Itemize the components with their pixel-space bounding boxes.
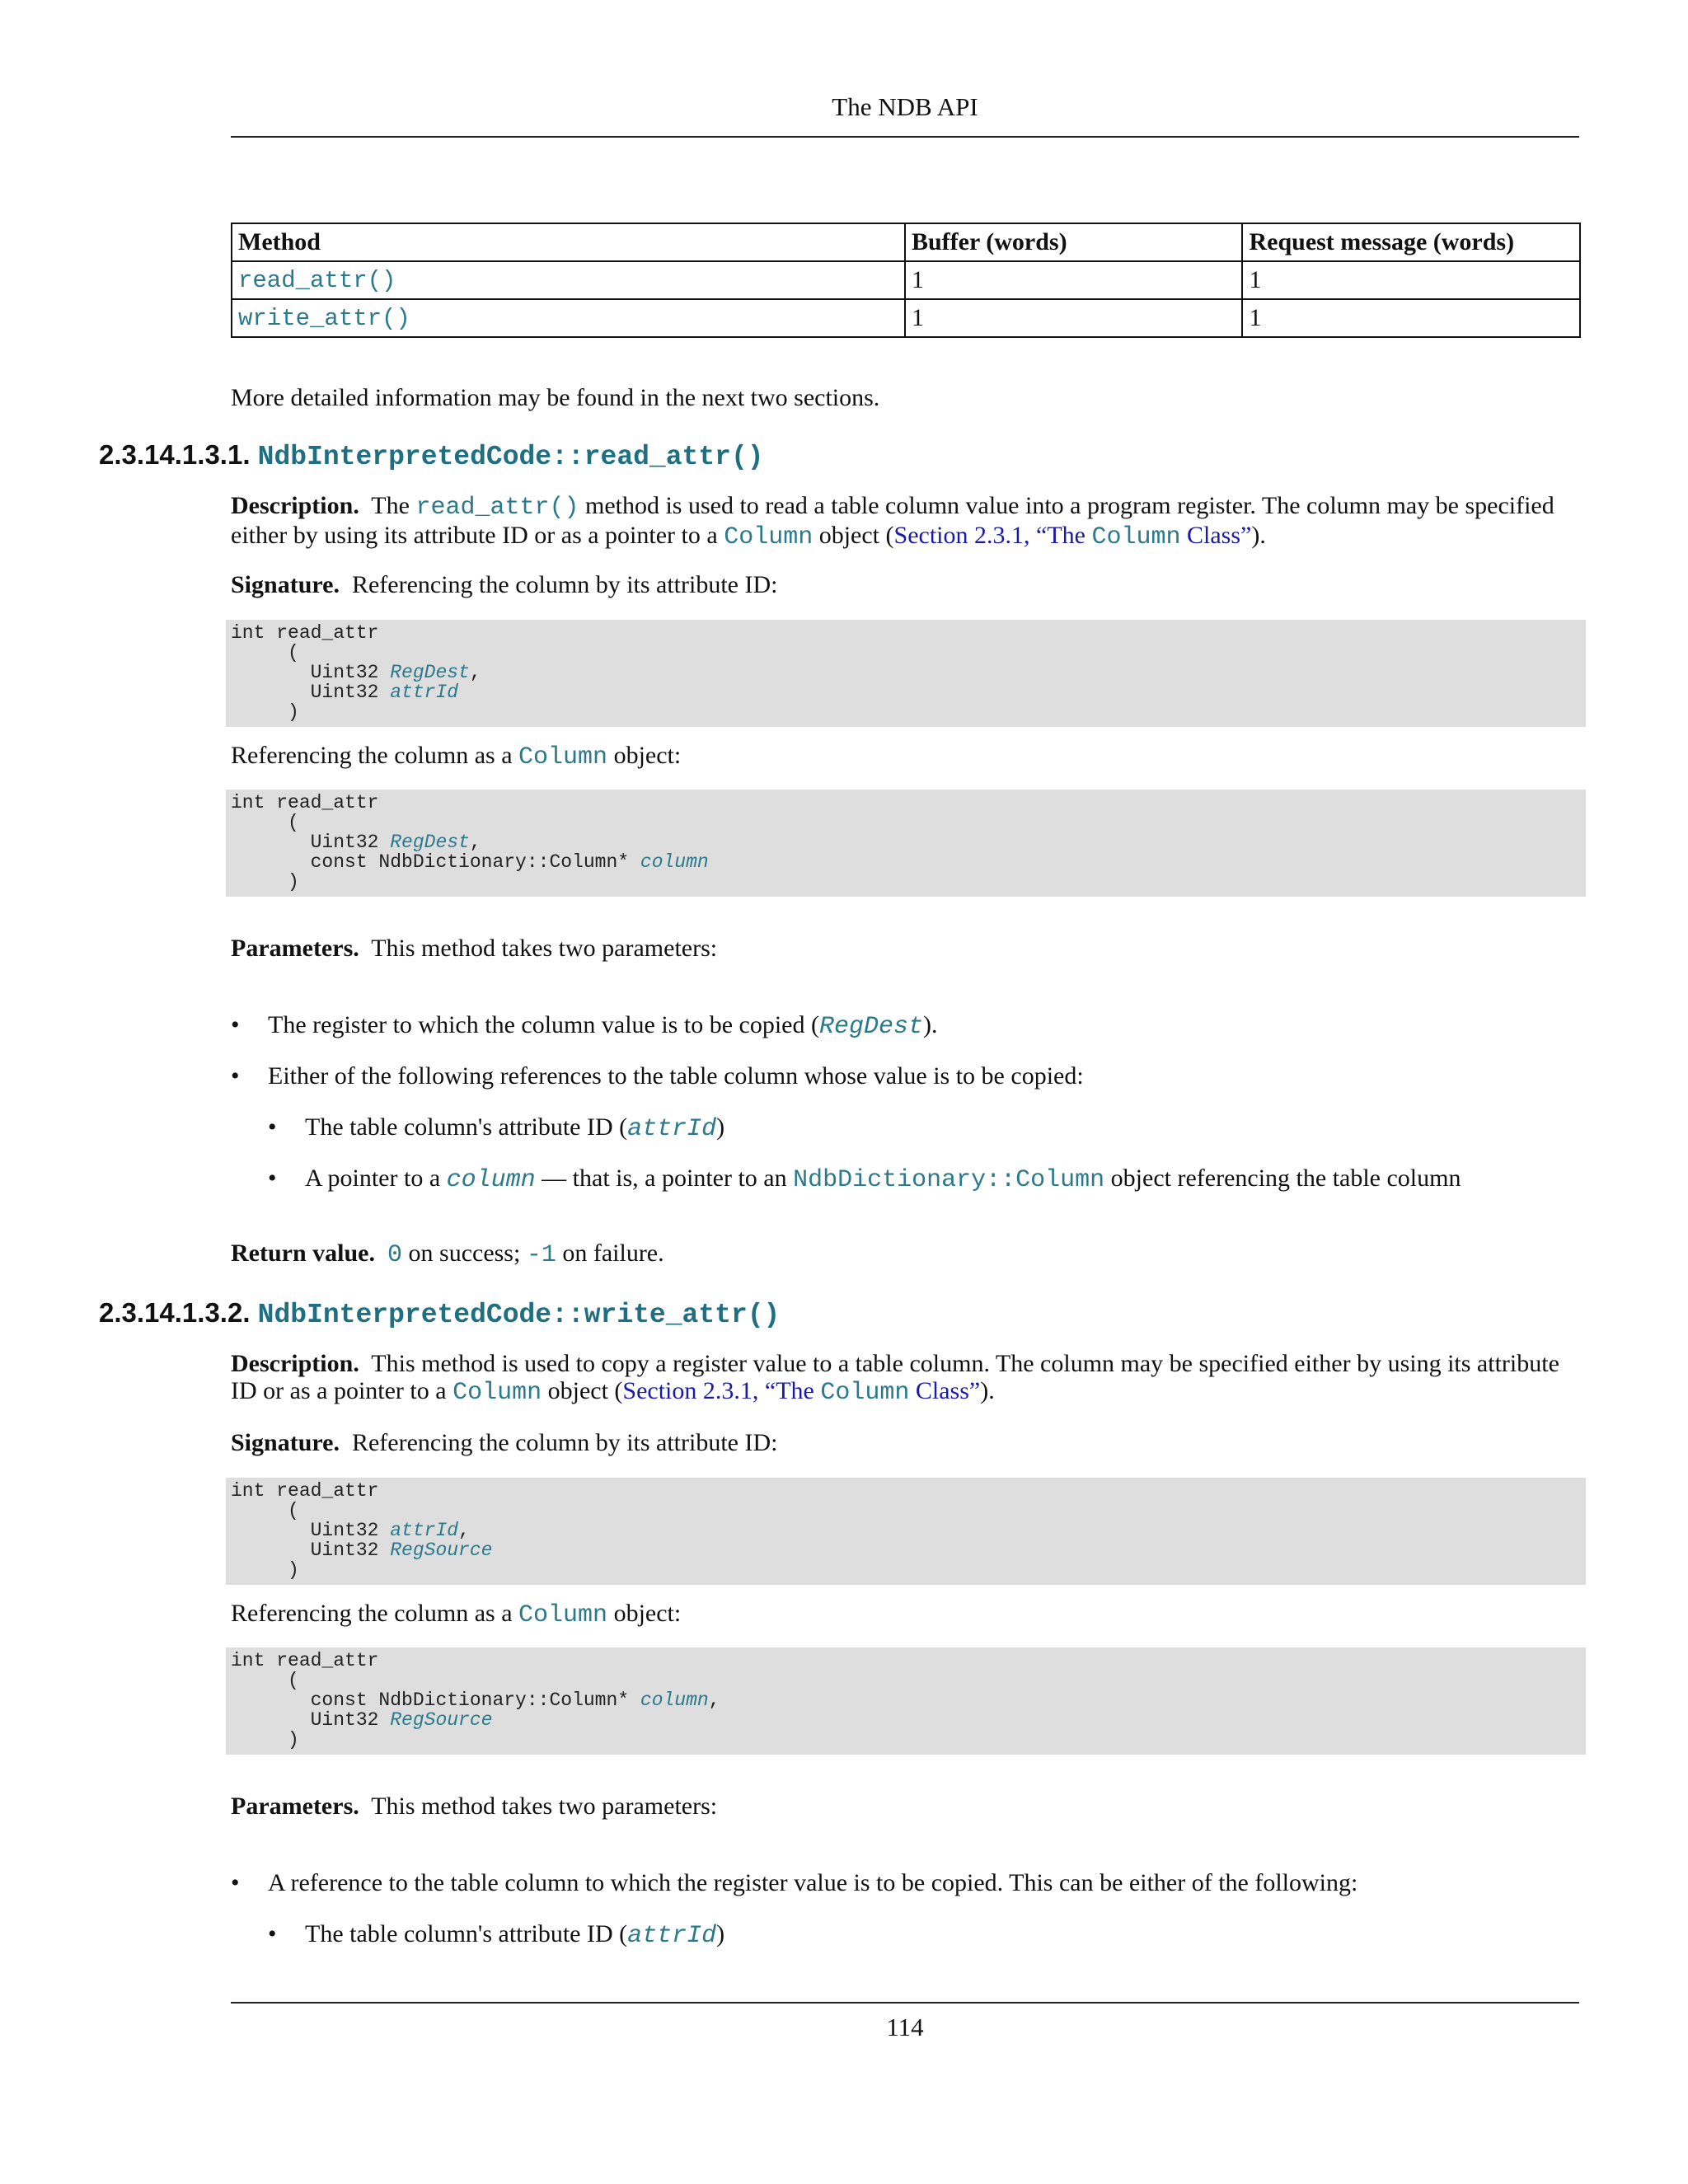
section-title-code: NdbInterpretedCode::read_attr() [257, 442, 764, 472]
code-listing: int read_attr ( Uint32 attrId, Uint32 RegSource ) [231, 1480, 493, 1581]
table-cell-buffer: 1 [905, 261, 1242, 299]
ndbdictionary-column-link[interactable]: NdbDictionary::Column [793, 1166, 1105, 1194]
write-attr-ref-as-column: Referencing the column as a Column object: [231, 1600, 682, 1629]
section-xref-link[interactable]: Section 2.3.1, “The Column Class” [893, 522, 1252, 551]
code-block [226, 1478, 1586, 1585]
table-row [232, 299, 1580, 337]
section-number: 2.3.14.1.3.2. [99, 1297, 251, 1328]
read-attr-parameters: Parameters. This method takes two parameters: [231, 935, 718, 962]
column-link[interactable]: Column [452, 1379, 542, 1407]
table-header-buffer: Buffer (words) [905, 223, 1242, 261]
read-attr-description: Description. The read_attr() method is used to read a table column value into a program register. The column may be specified either by using its attribute ID or as a pointer to a Column object (Section 2.3.1, “The Column Class”). [231, 492, 1554, 551]
section-heading-write-attr [99, 1297, 780, 1330]
table-cell-method-link[interactable]: read_attr() [238, 267, 396, 294]
footer-rule [231, 2002, 1579, 2004]
read-attr-return-value: Return value. 0 on success; -1 on failure. [231, 1240, 664, 1269]
code-listing: int read_attr ( Uint32 RegDest, Uint32 attrId ) [231, 622, 481, 723]
column-link[interactable]: Column [518, 1601, 608, 1629]
running-header: The NDB API [832, 92, 978, 121]
header-rule [231, 136, 1579, 138]
table-cell-request: 1 [1242, 261, 1580, 299]
read-attr-link[interactable]: read_attr() [415, 494, 579, 522]
page-number: 114 [886, 2013, 924, 2041]
intro-text: More detailed information may be found in the next two sections. [231, 384, 880, 411]
code-listing: int read_attr ( const NdbDictionary::Column* column, Uint32 RegSource ) [231, 1650, 720, 1750]
section-number: 2.3.14.1.3.1. [99, 439, 251, 470]
table-cell-request: 1 [1242, 299, 1580, 337]
section-xref-link[interactable]: Section 2.3.1, “The Column Class” [622, 1377, 981, 1407]
write-attr-parameters: Parameters. This method takes two parameters: [231, 1793, 718, 1820]
table-header-request: Request message (words) [1242, 223, 1580, 261]
code-block [226, 1647, 1586, 1755]
code-listing: int read_attr ( Uint32 RegDest, const NdbDictionary::Column* column ) [231, 792, 709, 893]
write-attr-description: Description. This method is used to copy a register value to a table column. The column may be specified either by using its attribute ID or as a pointer to a Column object (Section 2.3.1, “The Column Class”). [231, 1350, 1559, 1407]
table-header-method: Method [232, 223, 905, 261]
table-cell-buffer: 1 [905, 299, 1242, 337]
column-link[interactable]: Column [518, 743, 608, 771]
code-block [226, 790, 1586, 897]
section-heading-read-attr [99, 439, 764, 472]
read-attr-ref-as-column: Referencing the column as a Column object: [231, 742, 682, 771]
table-cell-method-link[interactable]: write_attr() [238, 305, 410, 332]
column-link[interactable]: Column [724, 523, 814, 551]
table-row [232, 261, 1580, 299]
write-attr-signature: Signature. Referencing the column by its attribute ID: [231, 1429, 778, 1456]
size-table [231, 223, 1581, 338]
read-attr-signature: Signature. Referencing the column by its attribute ID: [231, 571, 778, 598]
table-header-row [232, 223, 1580, 261]
code-block [226, 620, 1586, 727]
section-title-code: NdbInterpretedCode::write_attr() [257, 1300, 781, 1330]
